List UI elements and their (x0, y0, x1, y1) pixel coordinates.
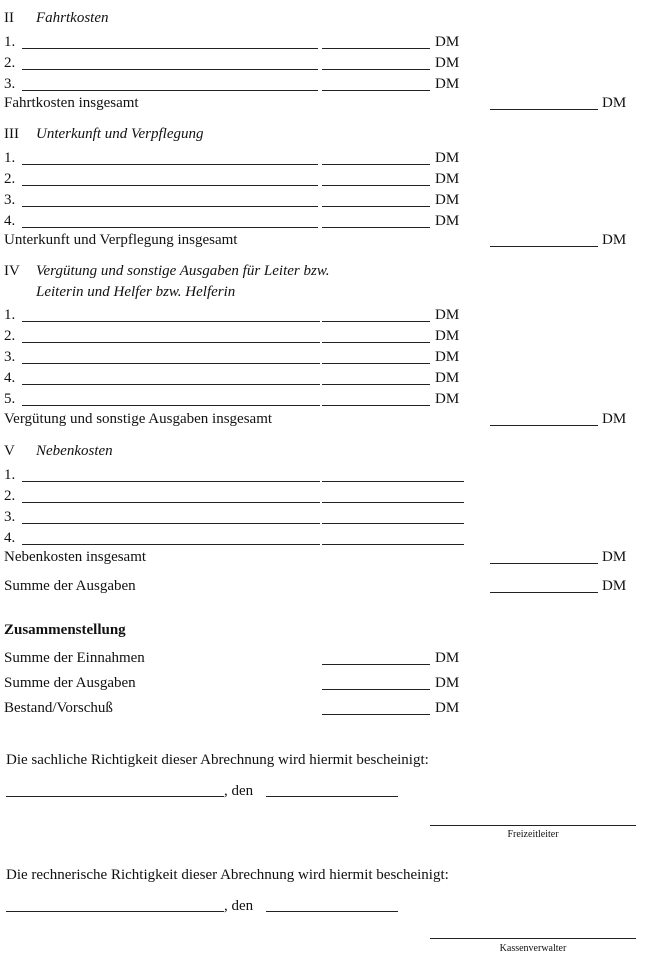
total-label: Fahrtkosten insgesamt (4, 95, 139, 111)
section-numeral: II (4, 10, 14, 26)
line-item-number: 2. (4, 55, 16, 71)
line-item-description-field[interactable] (22, 185, 318, 186)
line-item-description-field[interactable] (22, 206, 318, 207)
den-label: , den (224, 783, 254, 799)
zusammenstellung-field[interactable] (322, 664, 430, 665)
line-item-row (0, 34, 651, 54)
section-iii-total (0, 232, 651, 252)
section-numeral: V (4, 443, 15, 459)
zusammenstellung-unit: DM (435, 650, 460, 666)
total-unit: DM (602, 549, 627, 565)
section-title: Fahrtkosten (36, 10, 109, 26)
section-numeral: IV (4, 263, 20, 279)
certification-statement: Die rechnerische Richtigkeit dieser Abrechnung wird hiermit bescheinigt: (6, 867, 449, 883)
total-label: Vergütung und sonstige Ausgaben insgesamt (4, 411, 273, 427)
signer-label: Freizeitleiter (507, 829, 559, 840)
line-item-number: 2. (4, 171, 16, 187)
line-item-row (0, 76, 651, 96)
line-item-amount-field[interactable] (322, 384, 430, 385)
line-item-amount-field[interactable] (322, 227, 430, 228)
signer-label: Kassenverwalter (499, 943, 567, 954)
line-item-amount-field[interactable] (322, 48, 430, 49)
zusammenstellung-row (0, 700, 651, 720)
line-item-number: 5. (4, 391, 16, 407)
total-amount-field[interactable] (490, 425, 598, 426)
total-unit: DM (602, 95, 627, 111)
line-item-description-field[interactable] (22, 481, 320, 482)
line-item-description-field[interactable] (22, 342, 320, 343)
total-unit: DM (602, 232, 627, 248)
line-item-description-field[interactable] (22, 69, 318, 70)
line-item-amount-field[interactable] (322, 69, 430, 70)
line-item-number: 1. (4, 467, 16, 483)
line-item-row (0, 391, 651, 411)
line-item-description-field[interactable] (22, 363, 320, 364)
section-v-heading (4, 442, 404, 460)
certification-statement: Die sachliche Richtigkeit dieser Abrechnung wird hiermit bescheinigt: (6, 752, 429, 768)
zusammenstellung-field[interactable] (322, 689, 430, 690)
line-item-unit: DM (435, 55, 460, 71)
line-item-amount-field[interactable] (322, 544, 464, 545)
den-label: , den (224, 898, 254, 914)
line-item-row (0, 171, 651, 191)
line-item-amount-field[interactable] (322, 481, 464, 482)
line-item-description-field[interactable] (22, 164, 318, 165)
line-item-amount-field[interactable] (322, 342, 430, 343)
line-item-unit: DM (435, 328, 460, 344)
summe-ausgaben-unit: DM (602, 578, 627, 594)
section-iv-total (0, 411, 651, 431)
section-iv-heading (4, 262, 464, 302)
line-item-row (0, 530, 651, 550)
line-item-unit: DM (435, 192, 460, 208)
line-item-row (0, 467, 651, 487)
section-title-line2: Leiterin und Helfer bzw. Helferin (36, 284, 236, 300)
line-item-number: 4. (4, 530, 16, 546)
line-item-row (0, 55, 651, 75)
zusammenstellung-row (0, 650, 651, 670)
line-item-row (0, 509, 651, 529)
line-item-amount-field[interactable] (322, 90, 430, 91)
line-item-number: 2. (4, 328, 16, 344)
line-item-row (0, 213, 651, 233)
line-item-unit: DM (435, 349, 460, 365)
line-item-row (0, 307, 651, 327)
section-title: Vergütung und sonstige Ausgaben für Leiter bzw. (36, 263, 330, 279)
line-item-row (0, 150, 651, 170)
line-item-description-field[interactable] (22, 384, 320, 385)
summe-ausgaben-label: Summe der Ausgaben (4, 578, 136, 594)
total-unit: DM (602, 411, 627, 427)
line-item-description-field[interactable] (22, 544, 320, 545)
line-item-row (0, 488, 651, 508)
line-item-number: 3. (4, 349, 16, 365)
line-item-number: 1. (4, 150, 16, 166)
place-field[interactable] (6, 911, 224, 912)
zusammenstellung-field[interactable] (322, 714, 430, 715)
line-item-number: 2. (4, 488, 16, 504)
zusammenstellung-heading: Zusammenstellung (4, 622, 126, 638)
line-item-number: 3. (4, 192, 16, 208)
line-item-row (0, 349, 651, 369)
zusammenstellung-label: Bestand/Vorschuß (4, 700, 113, 716)
total-label: Nebenkosten insgesamt (4, 549, 147, 565)
line-item-amount-field[interactable] (322, 405, 430, 406)
line-item-row (0, 192, 651, 212)
line-item-amount-field[interactable] (322, 164, 430, 165)
line-item-row (0, 370, 651, 390)
signature-field[interactable] (430, 938, 636, 939)
line-item-description-field[interactable] (22, 523, 320, 524)
line-item-unit: DM (435, 370, 460, 386)
zusammenstellung-unit: DM (435, 675, 460, 691)
zusammenstellung-label: Summe der Ausgaben (4, 675, 136, 691)
zusammenstellung-label: Summe der Einnahmen (4, 650, 145, 666)
summe-ausgaben-row (0, 578, 651, 598)
line-item-amount-field[interactable] (322, 206, 430, 207)
line-item-unit: DM (435, 307, 460, 323)
section-title: Unterkunft und Verpflegung (36, 126, 204, 142)
line-item-description-field[interactable] (22, 405, 320, 406)
line-item-number: 1. (4, 307, 16, 323)
total-amount-field[interactable] (490, 563, 598, 564)
section-title: Nebenkosten (36, 443, 113, 459)
line-item-number: 4. (4, 213, 16, 229)
line-item-unit: DM (435, 213, 460, 229)
line-item-unit: DM (435, 34, 460, 50)
zusammenstellung-row (0, 675, 651, 695)
total-label: Unterkunft und Verpflegung insgesamt (4, 232, 238, 248)
line-item-amount-field[interactable] (322, 321, 430, 322)
line-item-number: 4. (4, 370, 16, 386)
section-v-total (0, 549, 651, 569)
summe-ausgaben-field[interactable] (490, 592, 598, 593)
line-item-number: 3. (4, 76, 16, 92)
section-numeral: III (4, 126, 19, 142)
date-field[interactable] (266, 796, 398, 797)
line-item-description-field[interactable] (22, 321, 320, 322)
line-item-number: 1. (4, 34, 16, 50)
line-item-description-field[interactable] (22, 48, 318, 49)
line-item-unit: DM (435, 150, 460, 166)
line-item-unit: DM (435, 391, 460, 407)
date-field[interactable] (266, 911, 398, 912)
line-item-description-field[interactable] (22, 227, 318, 228)
section-ii-total (0, 95, 651, 115)
section-iii-heading (4, 125, 404, 143)
line-item-amount-field[interactable] (322, 502, 464, 503)
line-item-amount-field[interactable] (322, 523, 464, 524)
total-amount-field[interactable] (490, 109, 598, 110)
section-ii-heading (4, 9, 404, 27)
line-item-number: 3. (4, 509, 16, 525)
line-item-description-field[interactable] (22, 502, 320, 503)
line-item-unit: DM (435, 171, 460, 187)
place-field[interactable] (6, 796, 224, 797)
line-item-amount-field[interactable] (322, 363, 430, 364)
zusammenstellung-unit: DM (435, 700, 460, 716)
line-item-unit: DM (435, 76, 460, 92)
line-item-row (0, 328, 651, 348)
line-item-amount-field[interactable] (322, 185, 430, 186)
line-item-description-field[interactable] (22, 90, 318, 91)
total-amount-field[interactable] (490, 246, 598, 247)
